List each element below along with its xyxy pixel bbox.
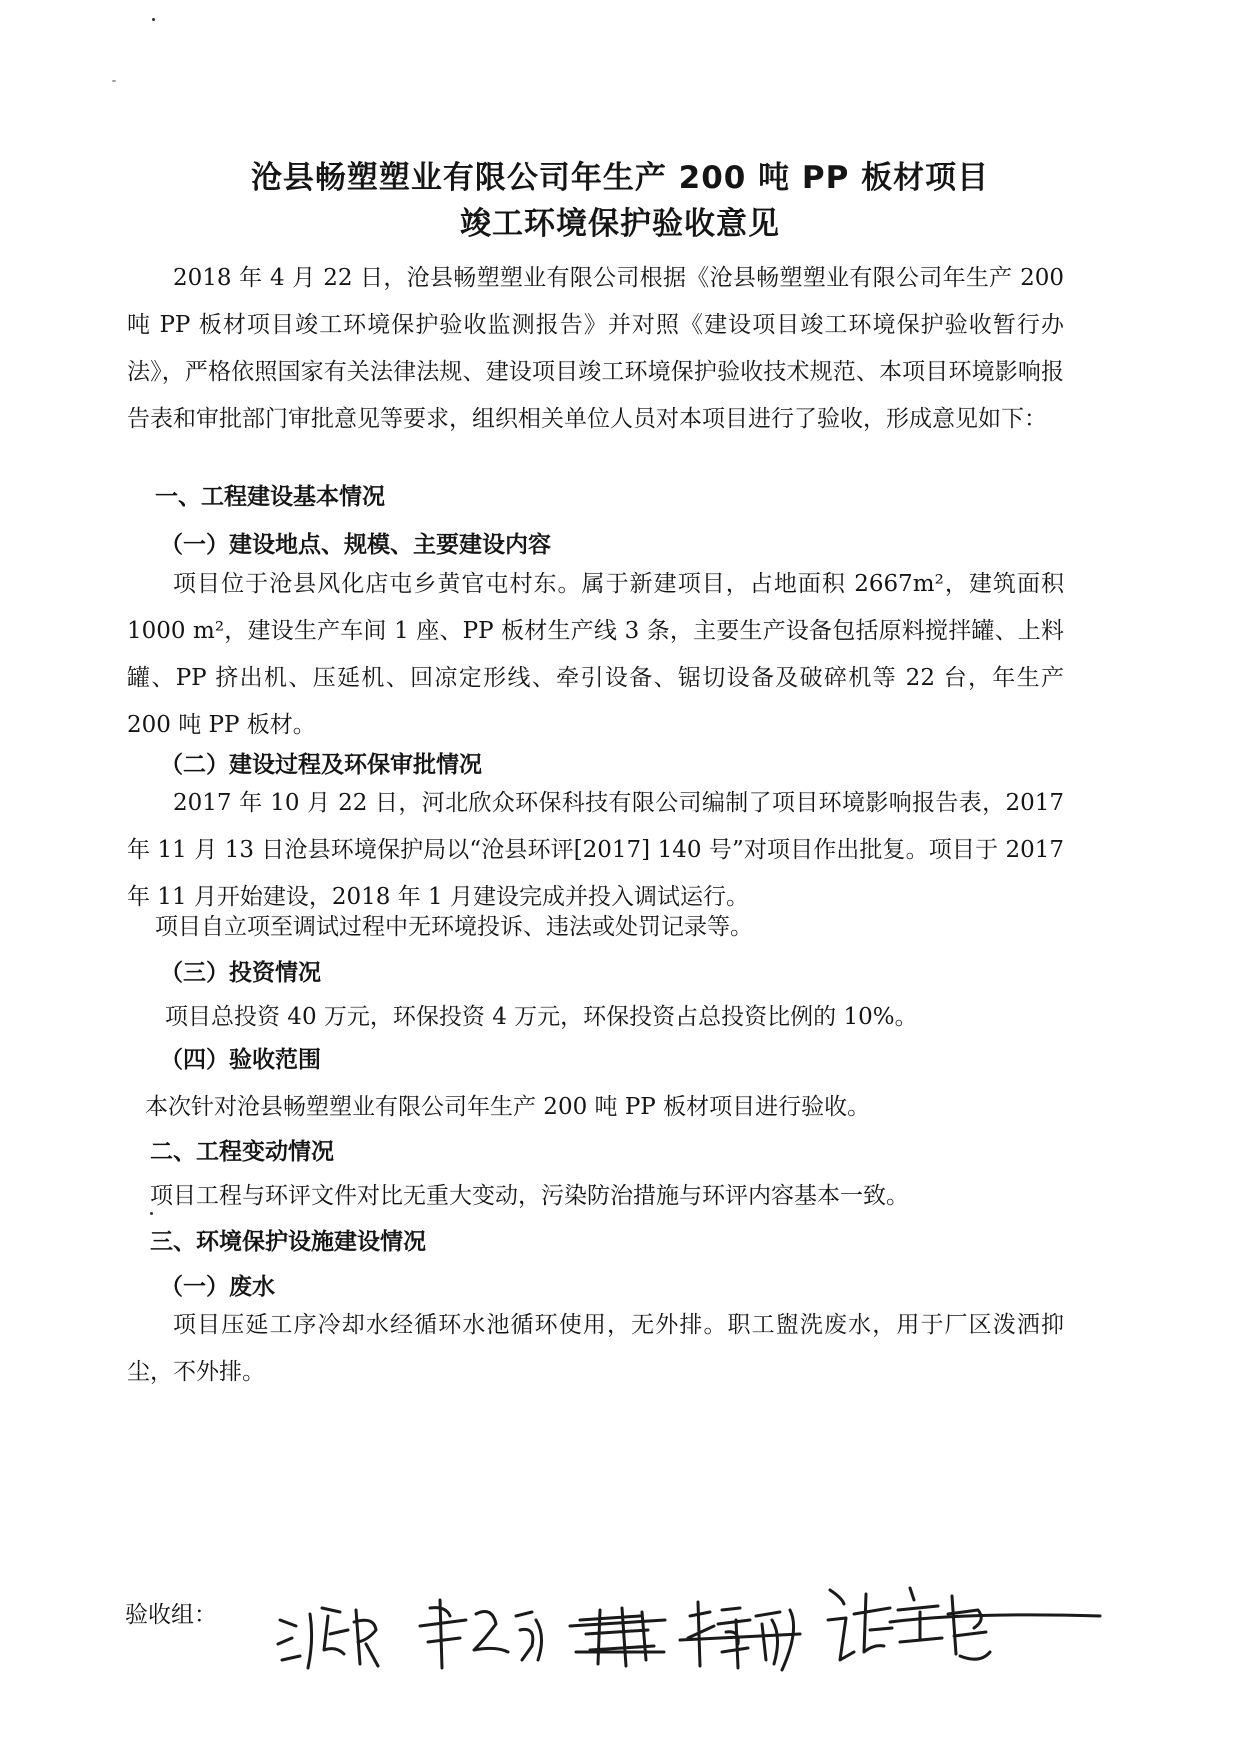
acceptance-group-label: 验收组： (125, 1602, 217, 1628)
section-1-heading: 一、工程建设基本情况 (155, 483, 385, 510)
subsection-2-heading: （二）建设过程及环保审批情况 (160, 751, 482, 778)
scan-speck (150, 1212, 153, 1215)
section-2-heading: 二、工程变动情况 (150, 1138, 334, 1165)
signature-5 (828, 1588, 1100, 1660)
subsection-2-text-2: 项目自立项至调试过程中无环境投诉、违法或处罚记录等。 (155, 914, 753, 940)
section-3-subsection-1-heading: （一）废水 (160, 1273, 275, 1300)
section-2-text: 项目工程与环评文件对比无重大变动，污染防治措施与环评内容基本一致。 (150, 1183, 909, 1209)
subsection-3-text: 项目总投资 40 万元，环保投资 4 万元，环保投资占总投资比例的 10%。 (165, 1004, 918, 1030)
signature-4 (680, 1602, 800, 1670)
signature-2 (420, 1600, 542, 1668)
subsection-4-text: 本次针对沧县畅塑塑业有限公司年生产 200 吨 PP 板材项目进行验收。 (145, 1094, 871, 1120)
section-3-heading: 三、环境保护设施建设情况 (150, 1228, 426, 1255)
subsection-3-heading: （三）投资情况 (160, 959, 321, 986)
signature-1 (278, 1608, 378, 1668)
section-3-subsection-1-text: 项目压延工序冷却水经循环水池循环使用，无外排。职工盥洗废水，用于厂区泼洒抑尘，不外排。 (127, 1312, 1064, 1385)
document-title-line-1: 沧县畅塑塑业有限公司年生产 200 吨 PP 板材项目 (250, 160, 990, 196)
scan-speck (152, 18, 155, 21)
signatures-image (270, 1560, 1130, 1710)
document-title-line-2: 竣工环境保护验收意见 (460, 206, 780, 242)
subsection-1-text: 项目位于沧县风化店屯乡黄官屯村东。属于新建项目，占地面积 2667m²，建筑面积 1000 m²，建设生产车间 1 座、PP 板材生产线 3 条，主要生产设备包括原料搅拌罐、上料罐、PP 挤出机、压延机、回凉定形线、牵引设备、锯切设备及破碎机等 22 台，年生产 200 吨 PP 板材。 (127, 571, 1064, 738)
subsection-1-heading: （一）建设地点、规模、主要建设内容 (160, 531, 551, 558)
subsection-4-heading: （四）验收范围 (160, 1046, 321, 1073)
scan-speck (112, 80, 116, 82)
subsection-2-text: 2017 年 10 月 22 日，河北欣众环保科技有限公司编制了项目环境影响报告表，2017 年 11 月 13 日沧县环境保护局以“沧县环评[2017] 140 号”对项目作出批复。项目于 2017 年 11 月开始建设，2018 年 1 月建设完成并投入调试运行。 (127, 790, 1064, 910)
signature-3 (570, 1608, 665, 1666)
intro-paragraph: 2018 年 4 月 22 日，沧县畅塑塑业有限公司根据《沧县畅塑塑业有限公司年生产 200 吨 PP 板材项目竣工环境保护验收监测报告》并对照《建设项目竣工环境保护验收暂行办法》，严格依照国家有关法律法规、建设项目竣工环境保护验收技术规范、本项目环境影响报告表和审批部门审批意见等要求，组织相关单位人员对本项目进行了验收，形成意见如下： (127, 265, 1064, 432)
